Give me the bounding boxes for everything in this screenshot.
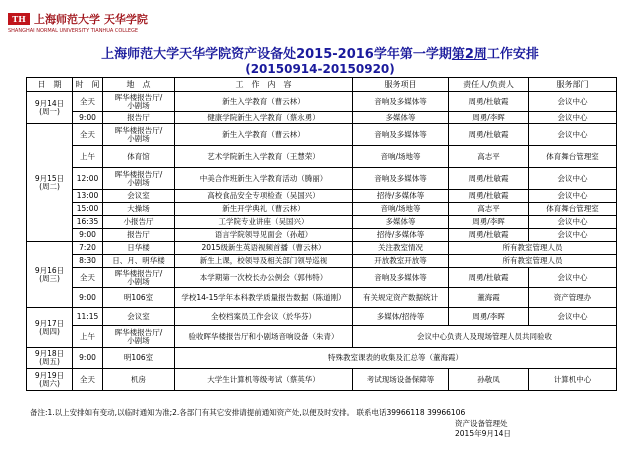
place-cell: 报告厅: [103, 229, 175, 242]
service-cell: 音响及多媒体等: [353, 92, 449, 112]
dept-cell: 会议中心: [529, 92, 617, 112]
content-cell: 中美合作班新生入学教育活动（腾丽）: [175, 168, 353, 190]
content-cell: 大学生计算机等级考试（蔡英华）: [175, 369, 353, 391]
col-date: 日 期: [27, 78, 73, 92]
person-cell: 周勇/杜敏霞: [449, 268, 529, 288]
footer-date: 2015年9月14日: [455, 429, 511, 438]
col-dept: 服务部门: [529, 78, 617, 92]
logo-text: 上海师范大学 天华学院: [34, 13, 148, 26]
dept-cell: 体育舞台管理室: [529, 203, 617, 216]
service-cell: 招待/多媒体等: [353, 190, 449, 203]
service-cell: 会议中心负责人及现场管理人员共同验收: [353, 326, 617, 348]
service-cell: 音响/场地等: [353, 146, 449, 168]
service-cell: 音响及多媒体等: [353, 168, 449, 190]
time-cell: 全天: [73, 92, 103, 112]
dept-cell: 会议中心: [529, 229, 617, 242]
person-cell: 周勇/杜敏霞: [449, 190, 529, 203]
table-row: [27, 369, 617, 391]
content-cell: 新生开学典礼（曹云林）: [175, 203, 353, 216]
content-cell: 验收晖华楼报告厅和小剧场音响设备（朱青）: [175, 326, 353, 348]
dept-cell: 资产管理办: [529, 288, 617, 308]
table-row: [27, 216, 617, 229]
dept-cell: 会议中心: [529, 112, 617, 124]
person-cell: 孙敬凤: [449, 369, 529, 391]
place-cell: 报告厅: [103, 112, 175, 124]
content-cell: 健康学院新生入学教育（蔡永勇）: [175, 112, 353, 124]
time-cell: 全天: [73, 268, 103, 288]
dept-cell: 会议中心: [529, 268, 617, 288]
content-cell: 新生入学教育（曹云林）: [175, 92, 353, 112]
col-person: 责任人/负责人: [449, 78, 529, 92]
content-cell: 语言学院领导见面会（孙超）: [175, 229, 353, 242]
table-row: [27, 112, 617, 124]
logo-subtext: SHANGHAI NORMAL UNIVERSITY TIANHUA COLLEGE: [8, 28, 139, 34]
place-cell: 机房: [103, 369, 175, 391]
dept-cell: 计算机中心: [529, 369, 617, 391]
time-cell: 9:00: [73, 112, 103, 124]
person-cell: 周勇/杜敏霞: [449, 124, 529, 146]
table-row: [27, 92, 617, 112]
person-cell: 高志平: [449, 146, 529, 168]
dept-cell: 体育舞台管理室: [529, 146, 617, 168]
content-cell: 高校食品安全专项检查（吴国兴）: [175, 190, 353, 203]
time-cell: 16:35: [73, 216, 103, 229]
person-cell: 所有教室管理人员: [449, 255, 617, 268]
content-cell: 全校档案员工作会议（於华芬）: [175, 308, 353, 326]
place-cell: 晖华楼报告厅/ 小剧场: [103, 124, 175, 146]
time-cell: 8:30: [73, 255, 103, 268]
service-cell: 招待/多媒体等: [353, 229, 449, 242]
content-cell: 新生入学教育（曹云林）: [175, 124, 353, 146]
content-cell: 2015级新生英语视频首播（曹云林）: [175, 242, 353, 255]
day-cell: 9月18日 (周五): [27, 348, 73, 369]
service-cell: 有关规定资产数据统计: [353, 288, 449, 308]
table-row: [27, 168, 617, 190]
service-cell: 多媒体/招待等: [353, 308, 449, 326]
col-time: 时 间: [73, 78, 103, 92]
table-row: [27, 242, 617, 255]
table-row: [27, 203, 617, 216]
dept-cell: 会议中心: [529, 168, 617, 190]
content-cell: 本学期第一次校长办公例会（郭伟特）: [175, 268, 353, 288]
service-cell: 多媒体等: [353, 112, 449, 124]
content-cell: 学校14-15学年本科教学质量报告数据（陈道刚）: [175, 288, 353, 308]
time-cell: 9:00: [73, 229, 103, 242]
col-content: 工 作 内 容: [175, 78, 353, 92]
service-cell: 音响/场地等: [353, 203, 449, 216]
table-header-row: [27, 78, 617, 92]
table-row: [27, 229, 617, 242]
dept-cell: 会议中心: [529, 216, 617, 229]
dept-cell: 会议中心: [529, 124, 617, 146]
person-cell: 周勇/李晖: [449, 112, 529, 124]
time-cell: 全天: [73, 369, 103, 391]
time-cell: 15:00: [73, 203, 103, 216]
person-cell: 周勇/李晖: [449, 216, 529, 229]
person-cell: 周勇/杜敏霞: [449, 92, 529, 112]
person-cell: 周勇/杜敏霞: [449, 229, 529, 242]
time-cell: 13:00: [73, 190, 103, 203]
col-service: 服务项目: [353, 78, 449, 92]
footer-signature: 资产设备管理处: [455, 419, 508, 428]
place-cell: 日、月、明华楼: [103, 255, 175, 268]
college-logo: [8, 10, 148, 28]
table-row: [27, 288, 617, 308]
time-cell: 9:00: [73, 288, 103, 308]
logo-mark: TH: [8, 13, 30, 25]
table-row: [27, 255, 617, 268]
title-main: 上海师范大学天华学院资产设备处2015-2016学年第一学期: [101, 47, 452, 62]
service-cell: 音响及多媒体等: [353, 268, 449, 288]
time-cell: 11:15: [73, 308, 103, 326]
time-cell: 全天: [73, 124, 103, 146]
schedule-table: [26, 77, 617, 391]
page-title: [0, 43, 640, 62]
dept-cell: 会议中心: [529, 308, 617, 326]
place-cell: 晖华楼报告厅/ 小剧场: [103, 326, 175, 348]
service-cell: 考试现场设备保障等: [353, 369, 449, 391]
time-cell: 上午: [73, 146, 103, 168]
col-place: 地 点: [103, 78, 175, 92]
place-cell: 小报告厅: [103, 216, 175, 229]
time-cell: 12:00: [73, 168, 103, 190]
place-cell: 会议室: [103, 190, 175, 203]
day-cell: 9月15日 (周二): [27, 124, 73, 242]
place-cell: 晖华楼报告厅/ 小剧场: [103, 92, 175, 112]
place-cell: 大操场: [103, 203, 175, 216]
content-cell: 新生上课，校领导及相关部门领导巡视: [175, 255, 353, 268]
place-cell: 体育馆: [103, 146, 175, 168]
place-cell: 晖华楼报告厅/ 小剧场: [103, 268, 175, 288]
place-cell: 晖华楼报告厅/ 小剧场: [103, 168, 175, 190]
place-cell: 会议室: [103, 308, 175, 326]
dept-cell: 会议中心: [529, 190, 617, 203]
day-cell: 9月14日 (周一): [27, 92, 73, 124]
person-cell: 高志平: [449, 203, 529, 216]
place-cell: 日华楼: [103, 242, 175, 255]
day-cell: 9月19日 (周六): [27, 369, 73, 391]
table-row: [27, 348, 617, 369]
person-cell: 周勇/杜敏霞: [449, 168, 529, 190]
service-cell: 开放教室开放等: [353, 255, 449, 268]
time-cell: 9:00: [73, 348, 103, 369]
table-row: [27, 190, 617, 203]
content-cell: 工学院专业讲座（吴国兴）: [175, 216, 353, 229]
page-subtitle: (20150914-20150920): [245, 62, 395, 76]
content-cell: 艺术学院新生入学教育（王慧荣）: [175, 146, 353, 168]
time-cell: 7:20: [73, 242, 103, 255]
day-cell: 9月16日 (周三): [27, 242, 73, 308]
day-cell: 9月17日 (周四): [27, 308, 73, 348]
person-cell: 周勇/李晖: [449, 308, 529, 326]
person-cell: 所有教室管理人员: [449, 242, 617, 255]
title-week: 第2周: [451, 47, 487, 62]
table-row: [27, 268, 617, 288]
time-cell: 上午: [73, 326, 103, 348]
service-cell: 多媒体等: [353, 216, 449, 229]
place-cell: 明106室: [103, 348, 175, 369]
content-cell: 特殊教室课表的收集及汇总等（董海霞）: [175, 348, 617, 369]
table-row: [27, 124, 617, 146]
service-cell: 音响及多媒体等: [353, 124, 449, 146]
table-row: [27, 326, 617, 348]
service-cell: 关注教室情况: [353, 242, 449, 255]
footer-note: 备注:1.以上安排如有变动,以临时通知为准;2.各部门有其它安排请提前通知资产处,以便及时安排。 联系电话39966118 39966106: [30, 408, 466, 417]
person-cell: 董海霞: [449, 288, 529, 308]
title-suffix: 工作安排: [486, 47, 539, 62]
place-cell: 明106室: [103, 288, 175, 308]
table-row: [27, 146, 617, 168]
table-row: [27, 308, 617, 326]
